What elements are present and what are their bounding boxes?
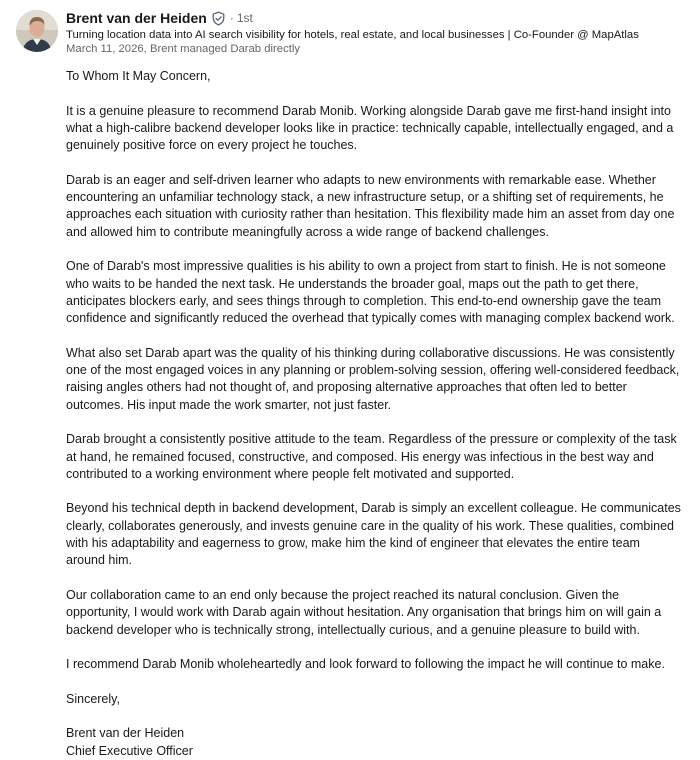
signature-title: Chief Executive Officer xyxy=(66,743,193,758)
recommendation-header xyxy=(16,8,690,56)
letter-paragraph: Darab brought a consistently positive attitude to the team. Regardless of the pressure or complexity of the task at hand, he remained focused, constructive, and composed. His energy was infectious in the best way and contributed to a working environment where people felt motivated and supported. xyxy=(66,432,677,481)
letter-salutation: To Whom It May Concern, xyxy=(66,69,211,83)
letter-paragraph: Darab is an eager and self-driven learner who adapts to new environments with remarkable ease. Whether encountering an unfamiliar technology stack, a new infrastructure setup, or a shifting set of requirements, he approaches each situation with curiosity rather than hesitation. This flexibility made him an asset from day one and allowed him to contribute meaningfully across a wide range of backend challenges. xyxy=(66,172,675,239)
letter-paragraph: What also set Darab apart was the quality of his thinking during collaborative discussions. He was consistently one of the most engaged voices in any planning or problem-solving session, offering well-considered feedback, raising angles others had not thought of, and proposing alternative approaches that often led to better outcomes. His input made the work smarter, not just faster. xyxy=(66,345,680,412)
recommender-headline: Turning location data into AI search visibility for hotels, real estate, and local businesses | Co-Founder @ MapAtlas xyxy=(66,29,639,41)
header-text xyxy=(66,8,690,56)
letter-paragraph: Our collaboration came to an end only because the project reached its natural conclusion. Given the opportunity, I would work with Darab again without hesitation. Any organisation that brings him on will gain a backend developer who is technically strong, intellectually curious, and a genuine pleasure to build with. xyxy=(66,587,662,637)
recommender-name[interactable]: Brent van der Heiden xyxy=(66,10,207,26)
letter-paragraph: I recommend Darab Monib wholeheartedly and look forward to following the impact he will continue to make. xyxy=(66,657,665,672)
separator-dot: · xyxy=(229,11,234,25)
recommendation-meta: March 11, 2026, Brent managed Darab directly xyxy=(66,43,301,55)
letter-paragraph: It is a genuine pleasure to recommend Darab Monib. Working alongside Darab gave me first-hand insight into what a high-calibre backend developer looks like in practice: technically capable, intellectually engaged, and a genuinely positive force on every project he touches. xyxy=(66,103,674,153)
letter-closing: Sincerely, xyxy=(66,691,120,706)
name-line xyxy=(66,8,690,28)
signature-name: Brent van der Heiden xyxy=(66,726,185,741)
verified-shield-icon xyxy=(211,11,226,26)
recommendation-letter xyxy=(66,68,682,760)
connection-degree: 1st xyxy=(236,11,253,25)
letter-paragraph: Beyond his technical depth in backend development, Darab is simply an excellent colleague. He communicates clearly, collaborates generously, and invests genuine care in the quality of his work. These qualities, combined with his adaptability and eagerness to grow, make him the kind of engineer that elevates the entire team around him. xyxy=(66,501,681,568)
letter-paragraph: One of Darab's most impressive qualities is his ability to own a project from start to finish. He is not someone who waits to be handed the next task. He understands the broader goal, maps out the path to get there, anticipates blockers early, and sees things through to completion. This end-to-end ownership gave the team confidence and significantly reduced the overhead that typically comes with managing complex backend work. xyxy=(66,259,675,326)
avatar[interactable] xyxy=(16,10,58,52)
